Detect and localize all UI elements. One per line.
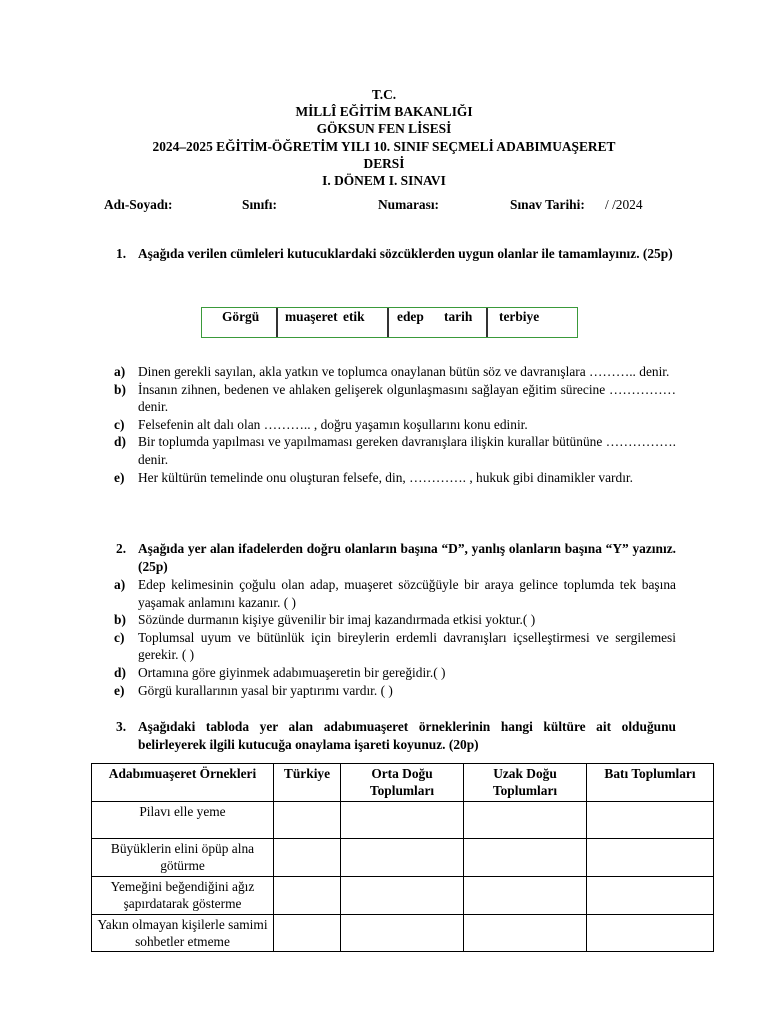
word-divider (486, 308, 488, 337)
word-muaseret: muaşeret (285, 309, 338, 324)
word-edep: edep (397, 309, 424, 324)
example-cell: Yemeğini beğendiğini ağız şapırdatarak gösterme (92, 876, 274, 914)
header-line-ministry: MİLLÎ EĞİTİM BAKANLIĞI (295, 104, 473, 120)
question-3 (116, 718, 676, 753)
word-divider (387, 308, 389, 337)
header-line-year-course: 2024–2025 EĞİTİM-ÖĞRETİM YILI 10. SINIF SEÇMELİ ADABIMUAŞERET (152, 138, 616, 154)
checkbox-cell[interactable] (341, 876, 464, 914)
checkbox-cell[interactable] (587, 802, 714, 839)
example-cell: Yakın olmayan kişilerle samimi sohbetler etmeme (92, 914, 274, 952)
item-letter: d) (114, 434, 126, 450)
checkbox-cell[interactable] (464, 802, 587, 839)
item-text: Sözünde durmanın kişiye güvenilir bir imaj kazandırmada etkisi yoktur.( ) (138, 612, 536, 628)
column-header: Uzak Doğu Toplumları (464, 764, 587, 802)
list-item (114, 682, 676, 700)
checkbox-cell[interactable] (464, 839, 587, 877)
item-letter: a) (114, 577, 126, 592)
question-1-text: Aşağıda verilen cümleleri kutucuklardaki sözcüklerden uygun olanlar ile tamamlayınız. (25p) (138, 246, 673, 261)
question-2-items (114, 576, 676, 699)
item-text: Ortamına göre giyinmek adabımuaşeretin bir gereğidir.( ) (138, 664, 446, 680)
column-header: Orta Doğu Toplumları (341, 764, 464, 802)
column-header: Türkiye (274, 764, 341, 802)
item-letter: c) (114, 629, 125, 645)
checkbox-cell[interactable] (464, 876, 587, 914)
word-gorgu: Görgü (222, 309, 260, 324)
checkbox-cell[interactable] (464, 914, 587, 952)
list-item (114, 416, 676, 434)
word-tarih: tarih (444, 309, 473, 324)
header-line-school: GÖKSUN FEN LİSESİ (316, 121, 452, 137)
item-text: Felsefenin alt dalı olan ……….. , doğru yaşamın koşullarını konu edinir. (138, 416, 528, 432)
checkbox-cell[interactable] (587, 876, 714, 914)
table-row (92, 839, 714, 877)
example-cell: Büyüklerin elini öpüp alna götürme (92, 839, 274, 877)
item-text: Edep kelimesinin çoğulu olan adap, muaşeret sözcüğüyle bir araya gelince toplumda tek başına yaşamak anlamını kazanır. ( ) (138, 577, 676, 610)
item-text: Toplumsal uyum ve bütünlük için bireylerin erdemli davranışları içselleştirmesi ve sergilemesi gerekir. ( ) (138, 629, 676, 663)
example-cell: Pilavı elle yeme (92, 802, 274, 839)
list-item (114, 576, 676, 611)
list-item (114, 433, 676, 468)
question-3-number: 3. (116, 719, 127, 734)
word-etik: etik (343, 309, 365, 324)
item-text: İnsanın zihnen, bedenen ve ahlaken gelişerek olgunlaşmasını sağlayan eğitim sürecine …………… denir. (138, 381, 676, 415)
item-letter: d) (114, 664, 126, 680)
checkbox-cell[interactable] (341, 914, 464, 952)
checkbox-cell[interactable] (274, 876, 341, 914)
checkbox-cell[interactable] (587, 839, 714, 877)
column-header: Batı Toplumları (587, 764, 714, 802)
checkbox-cell[interactable] (274, 839, 341, 877)
table-row (92, 802, 714, 839)
list-item (114, 629, 676, 664)
checkbox-cell[interactable] (341, 839, 464, 877)
question-3-text: Aşağıdaki tabloda yer alan adabımuaşeret örneklerinin hangi kültüre ait olduğunu belirleyerek ilgili kutucuğa onaylama işareti koyunuz. (20p) (138, 719, 676, 752)
list-item (114, 469, 676, 487)
list-item (114, 664, 676, 682)
list-item (114, 381, 676, 416)
header-line-course-cont: DERSİ (363, 155, 405, 171)
item-letter: a) (114, 364, 126, 379)
exam-header (0, 86, 768, 189)
question-1 (116, 245, 676, 263)
number-label: Numarası: (378, 197, 439, 212)
word-terbiye: terbiye (499, 309, 540, 324)
date-label: Sınav Tarihi: (510, 197, 585, 212)
item-letter: e) (114, 682, 125, 698)
item-text: Her kültürün temelinde onu oluşturan felsefe, din, …………. , hukuk gibi dinamikler vardır. (138, 469, 633, 485)
item-letter: c) (114, 416, 125, 432)
item-letter: e) (114, 469, 125, 485)
table-header-row (92, 764, 714, 802)
table-row (92, 876, 714, 914)
date-value: / /2024 (605, 197, 643, 212)
question-2-number: 2. (116, 541, 127, 556)
question-1-number: 1. (116, 246, 127, 261)
word-divider (276, 308, 278, 337)
word-box (201, 307, 578, 338)
item-letter: b) (114, 381, 126, 397)
header-line-tc: T.C. (371, 87, 397, 102)
class-label: Sınıfı: (242, 197, 277, 212)
item-text: Bir toplumda yapılması ve yapılmaması gereken davranışlara ilişkin kurallar bütününe ……………. denir. (138, 434, 676, 467)
checkbox-cell[interactable] (274, 914, 341, 952)
question-1-items (114, 363, 676, 486)
checkbox-cell[interactable] (341, 802, 464, 839)
list-item (114, 611, 676, 629)
question-2 (116, 540, 676, 575)
item-text: Dinen gerekli sayılan, akla yatkın ve toplumca onaylanan bütün söz ve davranışlara ……….. denir. (138, 364, 670, 379)
item-letter: b) (114, 612, 126, 628)
item-text: Görgü kurallarının yasal bir yaptırımı vardır. ( ) (138, 682, 393, 698)
list-item (114, 363, 676, 381)
header-line-exam: I. DÖNEM I. SINAVI (322, 173, 446, 189)
name-label: Adı-Soyadı: (104, 197, 173, 212)
culture-table (91, 763, 714, 952)
column-header: Adabımuaşeret Örnekleri (92, 764, 274, 802)
table-row (92, 914, 714, 952)
question-2-text: Aşağıda yer alan ifadelerden doğru olanların başına “D”, yanlış olanların başına “Y” yazınız. (25p) (138, 541, 676, 574)
checkbox-cell[interactable] (274, 802, 341, 839)
checkbox-cell[interactable] (587, 914, 714, 952)
